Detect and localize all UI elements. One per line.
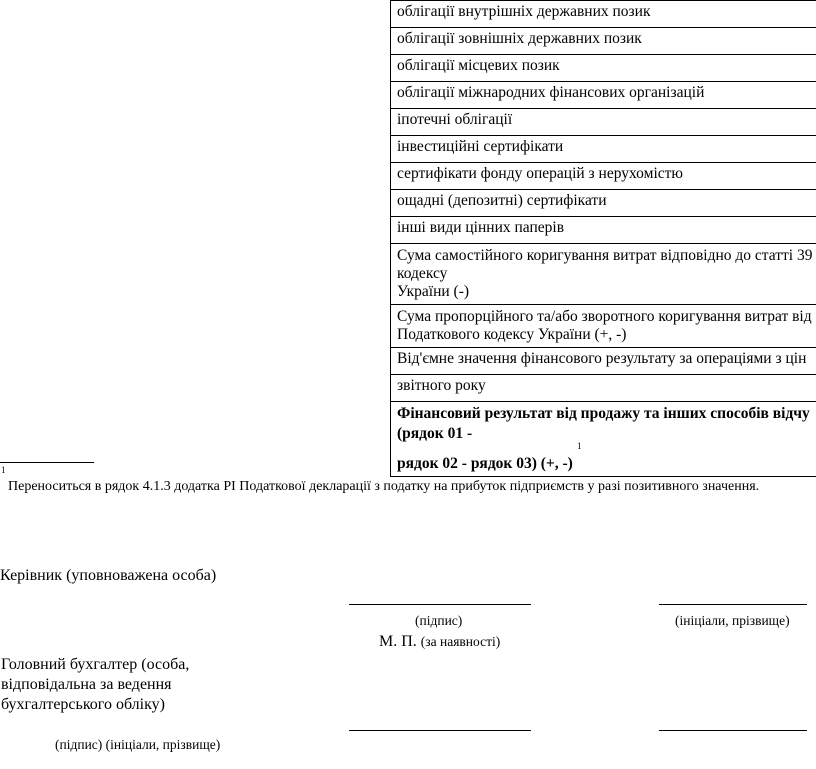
row-financial-result — [391, 402, 816, 477]
accountant-label — [1, 655, 189, 715]
row-domestic-bonds: облігації внутрішніх державних позик — [391, 1, 816, 28]
accountant-label-line1: Головний бухгалтер (особа, — [1, 656, 190, 673]
table-row — [391, 217, 816, 244]
row-self-adjustment — [391, 244, 816, 305]
financial-result-line2: (рядок 01 - — [397, 425, 473, 442]
table-row — [391, 136, 816, 163]
head-name-line — [659, 604, 807, 605]
row-deposit-certificates: ощадні (депозитні) сертифікати — [391, 190, 816, 217]
head-name-caption: (ініціали, прізвище) — [675, 613, 790, 628]
table-row — [391, 375, 816, 402]
footnote-reference: 1 — [577, 441, 582, 451]
securities-table — [390, 0, 816, 477]
accountant-name-line — [659, 730, 807, 731]
accountant-label-line3: бухгалтерського обліку) — [1, 696, 165, 713]
accountant-captions — [55, 737, 220, 753]
footnote-number: 1 — [1, 465, 6, 475]
table-row — [391, 55, 816, 82]
footnote-separator — [0, 462, 94, 463]
accountant-label-line2: відповідальна за ведення — [1, 676, 172, 693]
table-row — [391, 109, 816, 136]
head-label: Керівник (уповноважена особа) — [0, 567, 217, 584]
row-international-bonds: облігації міжнародних фінансових організацій — [391, 82, 816, 109]
row-negative-value: Від'ємне значення фінансового результату за операціями з цін — [391, 348, 816, 375]
table-row — [391, 402, 816, 477]
table-row — [391, 244, 816, 305]
seal-label: М. П. — [379, 633, 417, 650]
row-reporting-year: звітного року — [391, 375, 816, 402]
seal-block — [379, 633, 500, 651]
table-row — [391, 305, 816, 348]
table-row — [391, 163, 816, 190]
proportional-line2: Податкового кодексу України (+, -) — [397, 326, 627, 343]
financial-result-line3-text: рядок 02 - рядок 03) (+, -) — [397, 455, 573, 472]
accountant-signature-line — [349, 730, 531, 731]
self-adjustment-line2: кодексу — [397, 265, 448, 282]
head-signature-line — [349, 604, 531, 605]
self-adjustment-line3: України (-) — [397, 283, 470, 300]
head-signature-caption: (підпис) — [415, 613, 463, 628]
row-mortgage-bonds: іпотечні облігації — [391, 109, 816, 136]
table-row — [391, 28, 816, 55]
row-local-bonds: облігації місцевих позик — [391, 55, 816, 82]
accountant-signature-caption: (підпис) — [55, 737, 103, 752]
table-row — [391, 348, 816, 375]
row-external-bonds: облігації зовнішніх державних позик — [391, 28, 816, 55]
seal-note: (за наявності) — [420, 634, 501, 649]
self-adjustment-line1: Сума самостійного коригування витрат відповідно до статті 39 — [397, 247, 813, 264]
row-investment-certificates: інвестиційні сертифікати — [391, 136, 816, 163]
financial-result-line1: Фінансовий результат від продажу та інших способів відчу — [397, 405, 810, 422]
row-other-securities: інші види цінних паперів — [391, 217, 816, 244]
row-real-estate-certificates: сертифікати фонду операцій з нерухомістю — [391, 163, 816, 190]
table-row — [391, 82, 816, 109]
financial-result-line3 — [397, 441, 816, 473]
footnote-text: Переноситься в рядок 4.1.3 додатка РІ Податкової декларації з податку на прибуток підприємств у разі позитивного значення. — [8, 479, 760, 494]
row-proportional-adjustment — [391, 305, 816, 348]
table-row — [391, 190, 816, 217]
proportional-line1: Сума пропорційного та/або зворотного коригування витрат від — [397, 308, 812, 325]
table-row — [391, 1, 816, 28]
accountant-name-caption: (ініціали, прізвище) — [105, 737, 221, 752]
